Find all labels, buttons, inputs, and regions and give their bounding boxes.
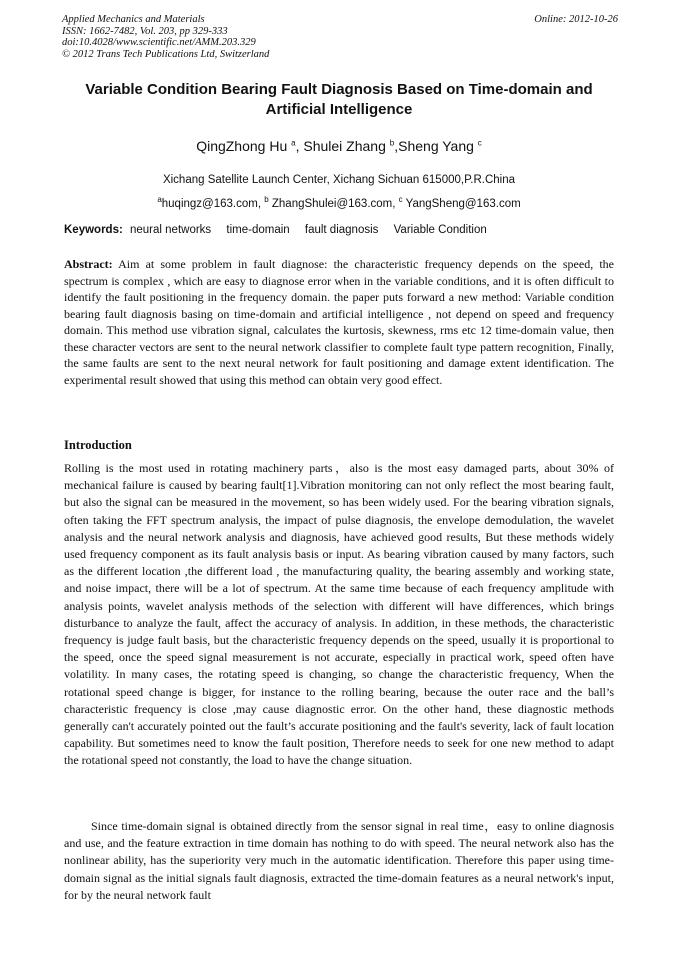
email-address: ZhangShulei@163.com, xyxy=(268,198,399,210)
author-separator: , xyxy=(295,138,304,154)
online-date: Online: 2012-10-26 xyxy=(534,14,618,25)
email-address: YangSheng@163.com xyxy=(402,198,521,210)
author-marker: b xyxy=(389,138,395,148)
keyword: fault diagnosis xyxy=(304,224,379,236)
keywords-label: Keywords: xyxy=(64,224,123,236)
author-name: Shulei Zhang xyxy=(303,138,390,154)
author-marker: c xyxy=(477,138,482,148)
email-marker: b xyxy=(264,195,269,205)
keyword: neural networks xyxy=(130,224,212,236)
keywords-line xyxy=(64,223,624,237)
email-marker: a xyxy=(157,195,162,205)
author-list xyxy=(40,137,638,155)
journal-header xyxy=(62,14,618,60)
title-line-2: Artificial Intelligence xyxy=(265,101,413,118)
keyword: time-domain xyxy=(226,224,290,236)
section-heading-introduction: Introduction xyxy=(64,438,132,452)
abstract-label: Abstract: xyxy=(64,257,113,271)
abstract xyxy=(64,256,614,388)
email-address: huqingz@163.com, xyxy=(161,198,265,210)
author-name: Sheng Yang xyxy=(398,138,478,154)
email-marker: c xyxy=(398,195,403,205)
journal-copyright: © 2012 Trans Tech Publications Ltd, Switzerland xyxy=(62,48,270,60)
journal-name: Applied Mechanics and Materials xyxy=(62,14,205,25)
journal-issn: ISSN: 1662-7482, Vol. 203, pp 329-333 xyxy=(62,25,228,37)
author-name: QingZhong Hu xyxy=(196,138,292,154)
affiliation: Xichang Satellite Launch Center, Xichang Sichuan 615000,P.R.China xyxy=(162,174,516,186)
intro-paragraph-2: Since time-domain signal is obtained directly from the sensor signal in real time，easy to online diagnosis and use, and the feature extraction in time domain has nothing to do with speed. The neural network also has the nonlinear ability, has the superiority very much in the automatic identification. Therefore this paper using time-domain signal as the initial signals fault diagnosis, extracted the time-domain features as a neural network's input, for by the neural network fault xyxy=(64,819,614,902)
title-line-1: Variable Condition Bearing Fault Diagnosis Based on Time-domain and xyxy=(85,81,593,98)
email-list xyxy=(40,197,638,211)
author-separator: , xyxy=(394,138,399,154)
paper-title xyxy=(40,80,638,120)
author-marker: a xyxy=(291,138,296,148)
keyword: Variable Condition xyxy=(393,224,487,236)
journal-doi: doi:10.4028/www.scientific.net/AMM.203.329 xyxy=(62,37,256,48)
abstract-text: Aim at some problem in fault diagnose: the characteristic frequency depends on the speed, the spectrum is complex , which are easy to diagnose error when in the variable conditions, and it is often difficult to identify the fault positioning in the frequency domain. the paper puts forward a new method: Variable condition bearing fault diagnosis basing on time-domain and artificial intelligence , not depend on speed and frequency domain. This method use vibration signal, calculates the kurtosis, skewness, rms etc 12 time-domain value, then these character vectors are sent to the neural network classifier to complete fault type pattern recognition, Finally, the same faults are sent to the next neural network for fault positioning and damage extent identification. The experimental result showed that using this method can obtain very good effect. xyxy=(64,257,614,387)
intro-paragraph-1: Rolling is the most used in rotating machinery parts，also is the most easy damaged parts, about 30% of mechanical failure is caused by bearing fault[1].Vibration monitoring can not only reflect the most bearing fault, but also the signal can be measured in the movement, so has been widely used. For the bearing vibration signals, often taking the FFT spectrum analysis, the impact of pulse diagnosis, the envelope demodulation, the wavelet analysis and the neural network analysis and diagnosis, have achieved good results, But these methods widely used frequency component as its fault analysis basis or input. As bearing vibration caused by many factors, such as the different location ,the different load , the manufacturing quality, the bearing assembly and working state, and noise impact, there will be a lot of spectrum. At the same time because of each frequency amplitude with analysis points, wavelet analysis methods of the selection with different will have differences, which brings disturbance to analyze the fault, affect the accuracy of analysis. In addition, in these methods, the characteristic frequency is judge fault basis, but the characteristic frequency depends on the speed, usually it is proportional to the speed, once the speed signal measurement is not accurate, especially in practical work, speed often have volatility. In many cases, the rotating speed is changing, so change the characteristic frequency, When the rotational speed change is bigger, for instance to the rolling bearing, because the outer race and the ball’s characteristic frequency is close ,may cause diagnostic error. On the other hand, these diagnostic methods generally can't accurately pointed out the fault’s accurate positioning and the fault's severity, lack of fault location capability. But sometimes need to know the fault position, Therefore needs to seek for one new method to adapt the rotational speed not constantly, the load to have the change situation. xyxy=(64,461,614,768)
